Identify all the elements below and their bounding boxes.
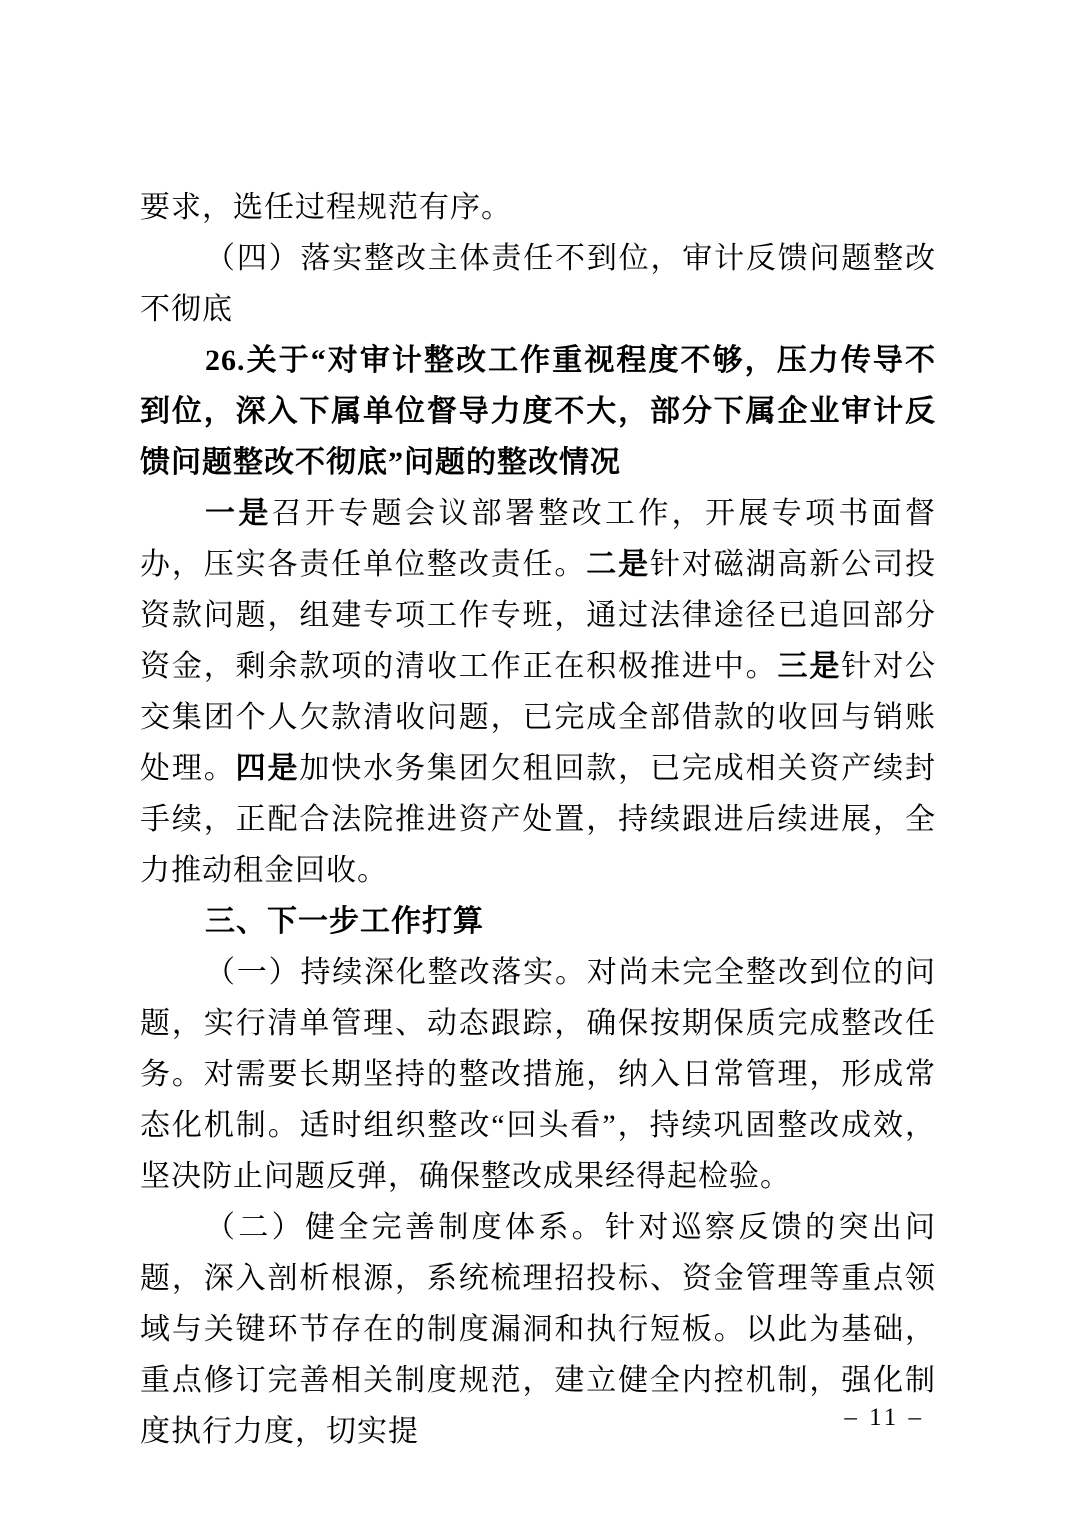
section-heading-3 (140, 896, 936, 947)
run-marker-fourth: 四是 (235, 752, 300, 785)
paragraph-continuation (140, 182, 936, 233)
paragraph-text: 要求，选任过程规范有序。 (140, 191, 512, 224)
run-text: 针对磁湖高新公司投资款问题，组建专项工作专班，通过法律途径已追回部分资金，剩余款项的清收工作正在积极推进中。 (140, 548, 936, 683)
numbered-heading-26 (140, 335, 936, 488)
paragraph-plan-1 (140, 947, 936, 1202)
section-heading-text: 三、下一步工作打算 (205, 905, 484, 938)
paragraph-measures (140, 488, 936, 896)
run-marker-third: 三是 (777, 650, 842, 683)
document-body (140, 182, 936, 1457)
paragraph-text: （二）健全完善制度体系。针对巡察反馈的突出问题，深入剖析根源，系统梳理招投标、资金管理等重点领域与关键环节存在的制度漏洞和执行短板。以此为基础，重点修订完善相关制度规范，建立健全内控机制，强化制度执行力度，切实提 (140, 1211, 936, 1448)
subheading-section-4 (140, 233, 936, 335)
numbered-heading-text: 26.关于“对审计整改工作重视程度不够，压力传导不到位，深入下属单位督导力度不大，部分下属企业审计反馈问题整改不彻底”问题的整改情况 (140, 344, 936, 479)
run-text: 召开专题会议部署整改工作，开展专项书面督办，压实各责任单位整改责任。 (140, 497, 937, 581)
page-number: – 11 – (844, 1404, 924, 1431)
paragraph-plan-2 (140, 1202, 936, 1457)
paragraph-text: （一）持续深化整改落实。对尚未完全整改到位的问题，实行清单管理、动态跟踪，确保按期保质完成整改任务。对需要长期坚持的整改措施，纳入日常管理，形成常态化机制。适时组织整改“回头看”，持续巩固整改成效，坚决防止问题反弹，确保整改成果经得起检验。 (140, 956, 936, 1193)
run-text: 针对公交集团个人欠款清收问题，已完成全部借款的收回与销账处理。 (140, 650, 936, 785)
subheading-text: （四）落实整改主体责任不到位，审计反馈问题整改不彻底 (140, 242, 936, 326)
run-marker-second: 二是 (586, 548, 650, 581)
run-marker-first: 一是 (205, 497, 272, 530)
run-text: 加快水务集团欠租回款，已完成相关资产续封手续，正配合法院推进资产处置，持续跟进后续进展，全力推动租金回收。 (140, 752, 936, 887)
